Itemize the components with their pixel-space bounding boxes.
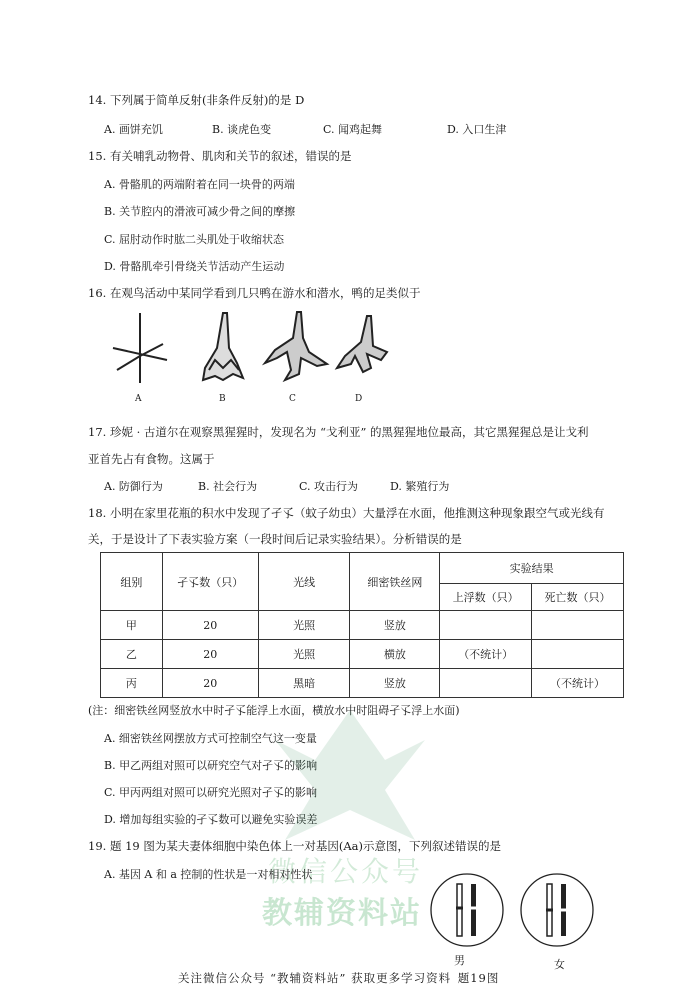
foot-d-icon xyxy=(337,316,387,372)
table-subheader-dead: 死亡数（只） xyxy=(532,584,624,611)
watermark-logo-icon xyxy=(265,700,435,850)
q15-option-c: C. 屈肘动作时肱二头肌处于收缩状态 xyxy=(104,233,285,246)
chromosome-figure xyxy=(430,862,600,972)
q17-stem-line2: 亚首先占有食物。这属于 xyxy=(88,452,215,466)
figure-label-female: 女 xyxy=(554,958,565,971)
table-cell: 20 xyxy=(162,611,258,640)
footer-text: 关注微信公众号 “教辅资料站” 获取更多学习资料 xyxy=(178,971,452,985)
figure-caption: 题19图 xyxy=(457,971,500,985)
table-header-group: 组别 xyxy=(101,553,163,611)
table-cell: （不统计） xyxy=(440,640,532,669)
q17-option-b: B. 社会行为 xyxy=(198,480,258,493)
q17-stem-line1: 17. 珍妮 · 古道尔在观察黑猩猩时，发现名为 “戈利亚” 的黑猩猩地位最高，其它黑猩猩总是让戈利 xyxy=(88,425,589,439)
q17-option-c: C. 攻击行为 xyxy=(299,480,359,493)
foot-label-c: C xyxy=(289,394,296,404)
q14-option-c: C. 闻鸡起舞 xyxy=(323,123,383,136)
table-row xyxy=(101,611,624,640)
q19-option-a: A. 基因 A 和 a 控制的性状是一对相对性状 xyxy=(104,868,313,881)
q17-option-d: D. 繁殖行为 xyxy=(390,480,450,493)
q15-option-a: A. 骨骼肌的两端附着在同一块骨的两端 xyxy=(104,178,295,191)
q18-option-b: B. 甲乙两组对照可以研究空气对孑孓的影响 xyxy=(104,759,318,772)
table-header-light: 光线 xyxy=(258,553,350,611)
q18-stem-line1: 18. 小明在家里花瓶的积水中发现了孑孓（蚊子幼虫）大量浮在水面，他推测这种现象跟空气或光线有 xyxy=(88,506,605,520)
foot-c-icon xyxy=(265,312,327,380)
q18-stem-line2: 关，于是设计了下表实验方案（一段时间后记录实验结果）。分析错误的是 xyxy=(88,532,462,546)
bird-feet-figure xyxy=(105,308,395,408)
watermark-line2: 教辅资料站 xyxy=(262,896,422,931)
table-row xyxy=(101,669,624,698)
table-cell: 甲 xyxy=(101,611,163,640)
watermark-line1: 微信公众号 xyxy=(268,855,424,888)
table-cell: 丙 xyxy=(101,669,163,698)
table-cell: 光照 xyxy=(258,640,350,669)
q18-option-c: C. 甲丙两组对照可以研究光照对孑孓的影响 xyxy=(104,786,318,799)
table-cell: 乙 xyxy=(101,640,163,669)
table-header-count: 孑孓数（只） xyxy=(162,553,258,611)
q17-option-a: A. 防御行为 xyxy=(104,480,163,493)
q16-stem: 16. 在观鸟活动中某同学看到几只鸭在游水和潜水，鸭的足类似于 xyxy=(88,286,421,300)
table-cell: 横放 xyxy=(350,640,440,669)
table-subheader-floating: 上浮数（只） xyxy=(440,584,532,611)
table-header-result: 实验结果 xyxy=(440,553,624,584)
table-row xyxy=(101,640,624,669)
figure-label-male: 男 xyxy=(454,954,465,967)
table-cell xyxy=(532,640,624,669)
table-cell: 20 xyxy=(162,640,258,669)
foot-label-b: B xyxy=(219,394,226,404)
q15-option-d: D. 骨骼肌牵引骨绕关节活动产生运动 xyxy=(104,260,285,273)
q14-stem: 14. 下列属于简单反射(非条件反射)的是 D xyxy=(88,93,305,107)
foot-label-d: D xyxy=(355,394,363,404)
table-cell: （不统计） xyxy=(532,669,624,698)
table-cell xyxy=(532,611,624,640)
q18-option-d: D. 增加每组实验的孑孓数可以避免实验误差 xyxy=(104,813,318,826)
q15-stem: 15. 有关哺乳动物骨、肌肉和关节的叙述，错误的是 xyxy=(88,149,352,163)
q18-note: (注：细密铁丝网竖放水中时孑孓能浮上水面，横放水中时阻碍孑孓浮上水面) xyxy=(88,704,460,717)
q19-stem: 19. 题 19 图为某夫妻体细胞中染色体上一对基因(Aa)示意图，下列叙述错误的是 xyxy=(88,839,502,853)
table-cell xyxy=(440,669,532,698)
table-header-mesh: 细密铁丝网 xyxy=(350,553,440,611)
foot-b-icon xyxy=(203,313,243,380)
bird-feet-drawing xyxy=(105,308,395,408)
table-cell: 20 xyxy=(162,669,258,698)
page-footer xyxy=(178,970,499,986)
experiment-table xyxy=(100,552,624,698)
table-cell: 竖放 xyxy=(350,669,440,698)
q15-option-b: B. 关节腔内的滑液可减少骨之间的摩擦 xyxy=(104,205,296,218)
q14-option-d: D. 入口生津 xyxy=(447,123,507,136)
q18-option-a: A. 细密铁丝网摆放方式可控制空气这一变量 xyxy=(104,732,317,745)
table-cell xyxy=(440,611,532,640)
q14-option-a: A. 画饼充饥 xyxy=(104,123,163,136)
foot-a-icon xyxy=(113,313,167,383)
q14-option-b: B. 谈虎色变 xyxy=(212,123,272,136)
table-cell: 竖放 xyxy=(350,611,440,640)
table-cell: 光照 xyxy=(258,611,350,640)
table-cell: 黑暗 xyxy=(258,669,350,698)
foot-label-a: A xyxy=(135,394,142,404)
